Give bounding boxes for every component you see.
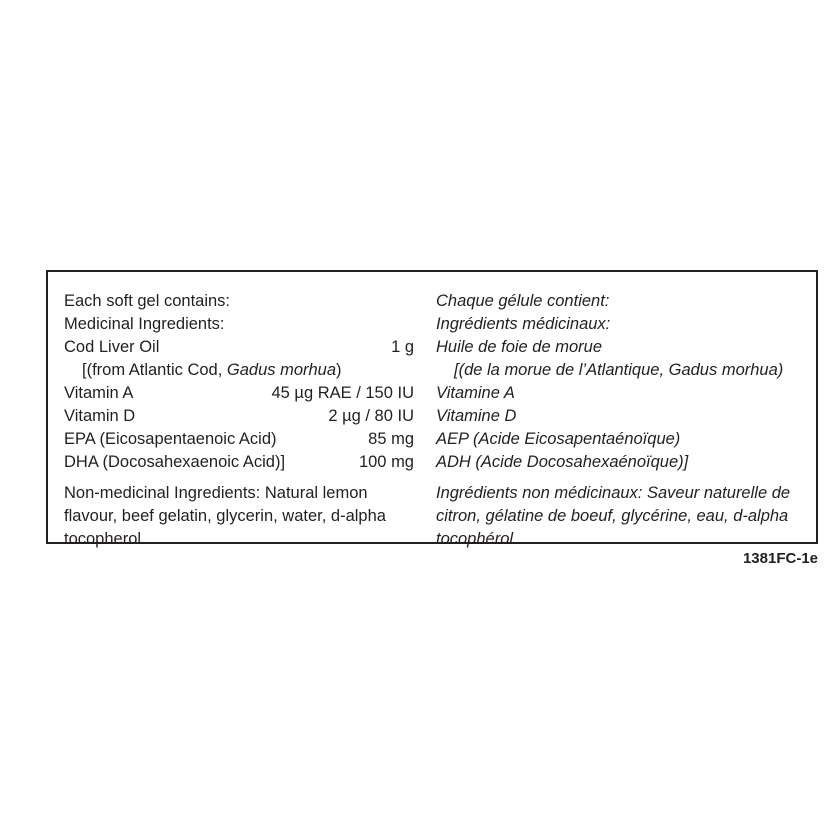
epa-fr: AEP (Acide Eicosapentaénoïque) <box>436 430 681 448</box>
medicinal-heading-en: Medicinal Ingredients: <box>64 315 225 333</box>
non-medicinal-en: Non-medicinal Ingredients: Natural lemon flavour, beef gelatin, glycerin, water, d-alpha tocopherol. <box>64 484 386 548</box>
heading-en: Each soft gel contains: <box>64 292 231 310</box>
source-fr-prefix: [(de la morue de l’Atlantique, <box>454 361 669 379</box>
source-fr-species: Gadus morhua <box>668 361 778 379</box>
epa-name: EPA (Eicosapentaenoic Acid) <box>64 430 277 448</box>
source-fr <box>436 359 816 382</box>
epa-amount: 85 mg <box>368 430 414 448</box>
epa-row <box>64 428 414 451</box>
cod-liver-oil-row <box>64 336 414 359</box>
non-medicinal-fr: Ingrédients non médicinaux: Saveur naturelle de citron, gélatine de boeuf, glycérine, eau, d-alpha tocophérol. <box>436 484 791 548</box>
source-en-prefix: [(from Atlantic Cod, <box>82 361 227 379</box>
vitamin-a-amount: 45 µg RAE / 150 IU <box>271 384 414 402</box>
vitamin-a-name: Vitamin A <box>64 384 134 402</box>
cod-liver-oil-fr: Huile de foie de morue <box>436 338 603 356</box>
dha-row <box>64 451 414 474</box>
vitamin-d-fr: Vitamine D <box>436 407 517 425</box>
vitamin-a-fr: Vitamine A <box>436 384 515 402</box>
dha-name: DHA (Docosahexaenoic Acid)] <box>64 453 286 471</box>
source-en-species: Gadus morhua <box>226 361 337 379</box>
cod-liver-oil-amount: 1 g <box>391 338 414 356</box>
heading-fr: Chaque gélule contient: <box>436 292 610 310</box>
cod-liver-oil-name: Cod Liver Oil <box>64 338 160 356</box>
vitamin-a-row <box>64 382 414 405</box>
vitamin-d-name: Vitamin D <box>64 407 136 425</box>
english-column <box>64 290 414 551</box>
source-en-suffix: ) <box>336 361 342 379</box>
dha-amount: 100 mg <box>358 453 414 471</box>
vitamin-d-amount: 2 µg / 80 IU <box>328 407 414 425</box>
label-code: 1381FC-1e <box>742 550 818 567</box>
ingredients-label-box <box>46 270 818 548</box>
source-en <box>64 359 414 382</box>
vitamin-d-row <box>64 405 414 428</box>
medicinal-heading-fr: Ingrédients médicinaux: <box>436 315 611 333</box>
french-column <box>436 290 816 551</box>
dha-fr: ADH (Acide Docosahexaénoïque)] <box>436 453 689 471</box>
source-fr-suffix: ) <box>777 361 784 379</box>
